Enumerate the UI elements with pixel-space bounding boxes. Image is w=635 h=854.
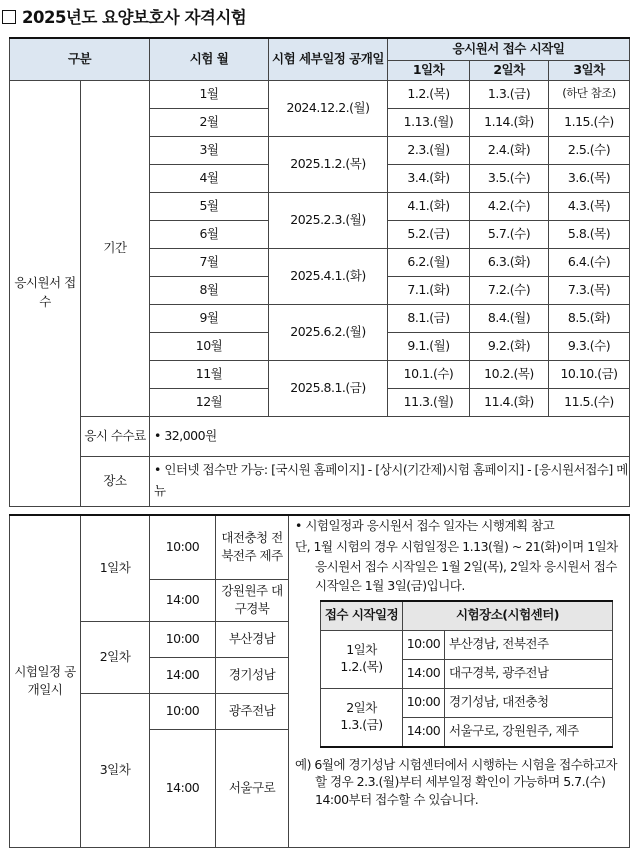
inner-time-cell: 10:00 [403, 630, 445, 659]
inner-day2 [321, 688, 403, 747]
month-cell: 1월 [150, 80, 269, 108]
fee-label: 응시 수수료 [81, 416, 150, 456]
day1-cell: 3.4.(화) [388, 164, 470, 192]
region-cell: 대전충청 전북전주 제주 [216, 515, 289, 579]
day2-cell: 5.7.(수) [470, 220, 549, 248]
inner-center-cell: 경기성남, 대전충청 [445, 688, 613, 717]
note-reference: • 시험일정과 응시원서 접수 일자는 시행계획 참고 [295, 518, 555, 533]
time-cell: 14:00 [150, 579, 216, 621]
header-day3: 3일차 [549, 60, 630, 80]
table-row [10, 80, 630, 108]
day3-cell: 11.5.(수) [549, 388, 630, 416]
month-cell: 11월 [150, 360, 269, 388]
inner-time-cell: 14:00 [403, 717, 445, 747]
inner-header-center: 시험장소(시험센터) [403, 601, 613, 631]
exam-day3: 3일차 [81, 693, 150, 847]
month-cell: 10월 [150, 332, 269, 360]
section-exam-open: 시험일정 공개일시 [10, 515, 81, 847]
inner-day1-date: 1.2.(목) [340, 659, 383, 674]
time-cell: 10:00 [150, 693, 216, 729]
inner-day2-label: 2일차 [346, 700, 377, 716]
day2-cell: 11.4.(화) [470, 388, 549, 416]
day2-cell: 4.2.(수) [470, 192, 549, 220]
inner-center-cell: 서울구로, 강원원주, 제주 [445, 717, 613, 747]
day3-cell: 10.10.(금) [549, 360, 630, 388]
month-cell: 7월 [150, 248, 269, 276]
exam-note-cell [289, 515, 630, 847]
month-cell: 5월 [150, 192, 269, 220]
exam-day1: 1일차 [81, 515, 150, 621]
day3-cell: 7.3.(목) [549, 276, 630, 304]
square-bullet-icon [2, 10, 16, 24]
month-cell: 8월 [150, 276, 269, 304]
period-label: 기간 [81, 80, 150, 416]
day3-cell: 5.8.(목) [549, 220, 630, 248]
header-day1: 1일차 [388, 60, 470, 80]
month-cell: 6월 [150, 220, 269, 248]
region-cell: 부산경남 [216, 621, 289, 657]
inner-day1 [321, 630, 403, 688]
open-date-cell: 2025.8.1.(금) [269, 360, 388, 416]
month-cell: 12월 [150, 388, 269, 416]
day3-cell: 2.5.(수) [549, 136, 630, 164]
time-cell: 14:00 [150, 657, 216, 693]
month-cell: 4월 [150, 164, 269, 192]
day3-cell: 1.15.(수) [549, 108, 630, 136]
table-row [10, 456, 630, 506]
day2-cell: 1.3.(금) [470, 80, 549, 108]
day3-cell: 8.5.(화) [549, 304, 630, 332]
exam-schedule-table [9, 514, 630, 848]
inner-day2-date: 1.3.(금) [340, 717, 383, 732]
day1-cell: 1.2.(목) [388, 80, 470, 108]
month-cell: 9월 [150, 304, 269, 332]
inner-center-cell: 부산경남, 전북전주 [445, 630, 613, 659]
day2-cell: 7.2.(수) [470, 276, 549, 304]
page-title-text: 2025년도 요양보호사 자격시험 [22, 8, 247, 27]
day3-cell: 3.6.(목) [549, 164, 630, 192]
day2-cell: 8.4.(월) [470, 304, 549, 332]
open-date-cell: 2025.6.2.(월) [269, 304, 388, 360]
day1-cell: 5.2.(금) [388, 220, 470, 248]
month-cell: 2월 [150, 108, 269, 136]
time-cell: 14:00 [150, 729, 216, 847]
section-application: 응시원서 접수 [10, 80, 81, 506]
region-cell: 강원원주 대구경북 [216, 579, 289, 621]
note-january: 단, 1월 시험의 경우 시험일정은 1.13(월) ~ 21(화)이며 1일차 응시원서 접수 시작일은 1월 2일(목), 2일차 응시원서 접수 시작일은 1월 3일(금)입니다. [295, 539, 618, 594]
region-cell: 경기성남 [216, 657, 289, 693]
time-cell: 10:00 [150, 621, 216, 657]
open-date-cell: 2025.2.3.(월) [269, 192, 388, 248]
inner-day1-label: 1일차 [346, 642, 377, 658]
day1-cell: 11.3.(월) [388, 388, 470, 416]
day2-cell: 6.3.(화) [470, 248, 549, 276]
day3-cell: 9.3.(수) [549, 332, 630, 360]
month-cell: 3월 [150, 136, 269, 164]
day1-cell: 1.13.(월) [388, 108, 470, 136]
region-cell: 광주전남 [216, 693, 289, 729]
header-open-date: 시험 세부일정 공개일 [269, 38, 388, 80]
application-schedule-table [9, 37, 630, 507]
day3-cell: 4.3.(목) [549, 192, 630, 220]
header-section: 구분 [10, 38, 150, 80]
table-row [10, 416, 630, 456]
open-date-cell: 2025.4.1.(화) [269, 248, 388, 304]
open-date-cell: 2025.1.2.(목) [269, 136, 388, 192]
january-center-table [320, 600, 613, 748]
day2-cell: 1.14.(화) [470, 108, 549, 136]
day2-cell: 3.5.(수) [470, 164, 549, 192]
place-value: • 인터넷 접수만 가능: [국시원 홈페이지] - [상시(기간제)시험 홈페이지] - [응시원서접수] 메뉴 [150, 456, 630, 506]
header-month: 시험 월 [150, 38, 269, 80]
place-label: 장소 [81, 456, 150, 506]
header-apply-start: 응시원서 접수 시작일 [388, 38, 630, 60]
day1-cell: 2.3.(월) [388, 136, 470, 164]
day1-cell: 4.1.(화) [388, 192, 470, 220]
inner-time-cell: 10:00 [403, 688, 445, 717]
day2-cell: 2.4.(화) [470, 136, 549, 164]
time-cell: 10:00 [150, 515, 216, 579]
exam-day2: 2일차 [81, 621, 150, 693]
page-title [2, 4, 246, 28]
inner-time-cell: 14:00 [403, 659, 445, 688]
day1-cell: 10.1.(수) [388, 360, 470, 388]
table-row [10, 515, 630, 579]
region-cell: 서울구로 [216, 729, 289, 847]
day3-cell: (하단 참조) [549, 80, 630, 108]
day1-cell: 8.1.(금) [388, 304, 470, 332]
day2-cell: 10.2.(목) [470, 360, 549, 388]
open-date-cell: 2024.12.2.(월) [269, 80, 388, 136]
fee-value: • 32,000원 [150, 416, 630, 456]
day3-cell: 6.4.(수) [549, 248, 630, 276]
day1-cell: 7.1.(화) [388, 276, 470, 304]
day2-cell: 9.2.(화) [470, 332, 549, 360]
inner-header-start: 접수 시작일정 [321, 601, 403, 631]
header-day2: 2일차 [470, 60, 549, 80]
inner-center-cell: 대구경북, 광주전남 [445, 659, 613, 688]
day1-cell: 6.2.(월) [388, 248, 470, 276]
day1-cell: 9.1.(월) [388, 332, 470, 360]
note-example: 예) 6월에 경기성남 시험센터에서 시행하는 시험을 접수하고자 할 경우 2.3.(월)부터 세부일정 확인이 가능하며 5.7.(수) 14:00부터 접수할 수 있습니다. [295, 756, 618, 807]
